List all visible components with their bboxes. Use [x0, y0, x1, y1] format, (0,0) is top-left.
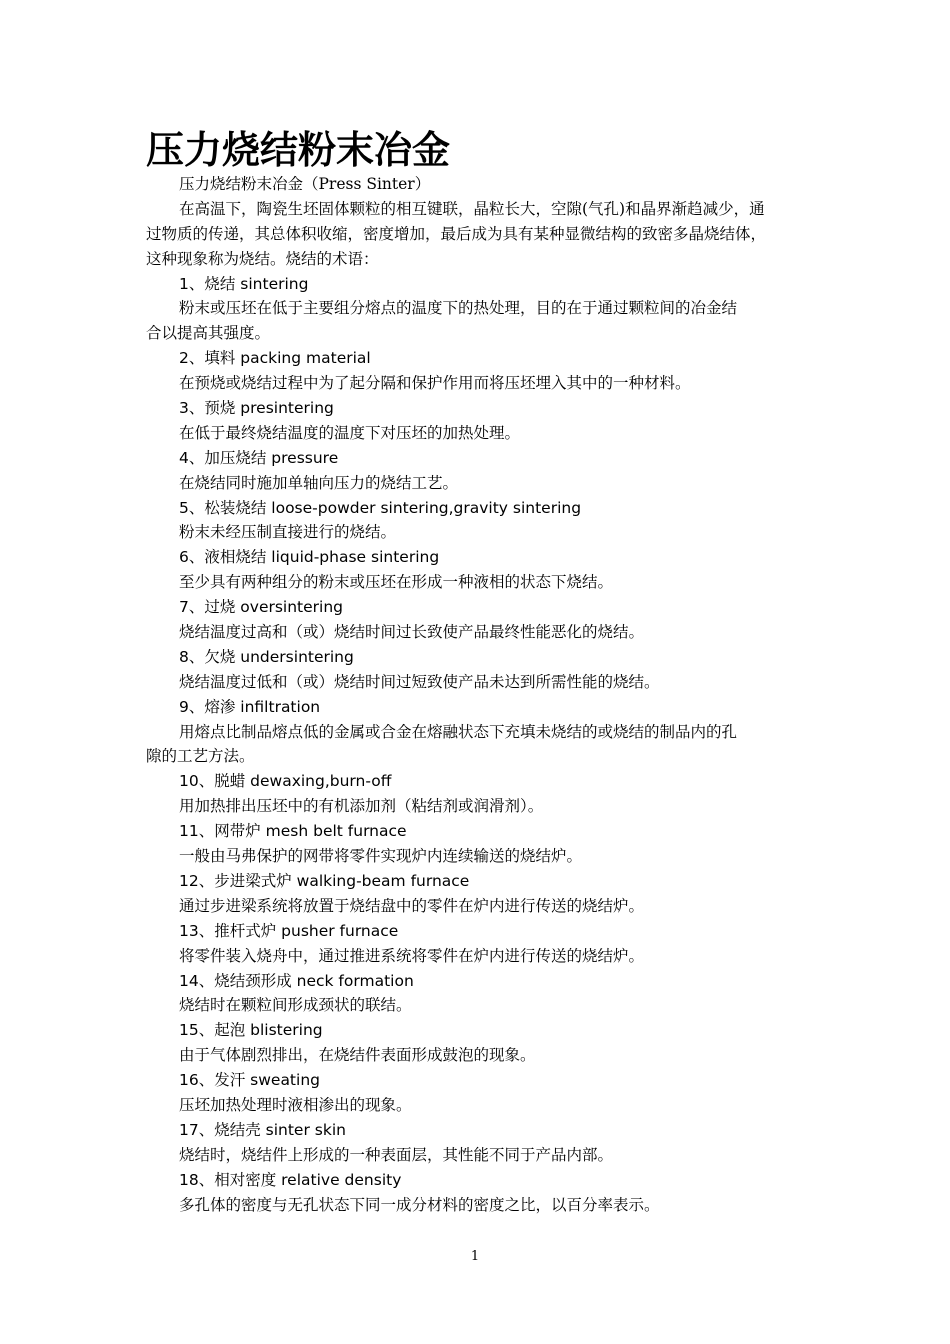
term-definition: 用熔点比制品熔点低的金属或合金在熔融状态下充填未烧结的或烧结的制品内的孔	[179, 722, 738, 741]
term-definition: 将零件装入烧舟中，通过推进系统将零件在炉内进行传送的烧结炉。	[179, 946, 645, 965]
term-heading: 3、预烧 presintering	[179, 399, 334, 418]
term-definition: 烧结温度过低和（或）烧结时间过短致使产品未达到所需性能的烧结。	[179, 672, 660, 691]
term-heading: 11、网带炉 mesh belt furnace	[179, 822, 407, 841]
term-heading: 9、熔渗 infiltration	[179, 697, 321, 716]
subtitle: 压力烧结粉末冶金（Press Sinter）	[179, 175, 431, 193]
term-heading: 6、液相烧结 liquid-phase sintering	[179, 548, 440, 567]
term-definition: 由于气体剧烈排出，在烧结件表面形成鼓泡的现象。	[179, 1046, 536, 1065]
term-definition: 一般由马弗保护的网带将零件实现炉内连续输送的烧结炉。	[179, 847, 583, 866]
term-heading: 5、松装烧结 loose-powder sintering,gravity sintering	[179, 498, 582, 517]
intro-paragraph-line: 在高温下，陶瓷生坯固体颗粒的相互键联，晶粒长大，空隙(气孔)和晶界渐趋减少，通	[179, 199, 765, 218]
intro-paragraph-line: 过物质的传递，其总体积收缩，密度增加，最后成为具有某种显微结构的致密多晶烧结体，	[146, 224, 767, 243]
term-heading: 7、过烧 oversintering	[179, 598, 344, 617]
term-definition: 在低于最终烧结温度的温度下对压坯的加热处理。	[179, 423, 521, 442]
term-definition: 烧结时在颗粒间形成颈状的联结。	[179, 996, 412, 1015]
term-definition: 至少具有两种组分的粉末或压坯在形成一种液相的状态下烧结。	[179, 573, 614, 592]
term-heading: 15、起泡 blistering	[179, 1021, 323, 1040]
term-heading: 14、烧结颈形成 neck formation	[179, 971, 414, 990]
term-heading: 18、相对密度 relative density	[179, 1170, 402, 1189]
term-definition: 烧结温度过高和（或）烧结时间过长致使产品最终性能恶化的烧结。	[179, 623, 645, 642]
term-heading: 16、发汗 sweating	[179, 1071, 320, 1090]
term-definition: 在烧结同时施加单轴向压力的烧结工艺。	[179, 473, 459, 492]
term-definition: 通过步进梁系统将放置于烧结盘中的零件在炉内进行传送的烧结炉。	[179, 896, 645, 915]
term-definition: 粉末或压坯在低于主要组分熔点的温度下的热处理，目的在于通过颗粒间的冶金结	[179, 299, 738, 318]
term-definition-continued: 隙的工艺方法。	[146, 747, 255, 766]
term-heading: 12、步进梁式炉 walking-beam furnace	[179, 871, 470, 890]
term-heading: 8、欠烧 undersintering	[179, 647, 354, 666]
term-list	[146, 272, 812, 1218]
term-definition: 用加热排出压坯中的有机添加剂（粘结剂或润滑剂）。	[179, 797, 544, 816]
page-number: 1	[470, 1249, 480, 1264]
term-definition: 在预烧或烧结过程中为了起分隔和保护作用而将压坯埋入其中的一种材料。	[179, 374, 691, 393]
term-heading: 13、推杆式炉 pusher furnace	[179, 921, 399, 940]
page-title: 压力烧结粉末冶金	[146, 128, 451, 172]
term-definition-continued: 合以提高其强度。	[146, 324, 271, 343]
term-definition: 粉末未经压制直接进行的烧结。	[179, 523, 397, 542]
term-definition: 多孔体的密度与无孔状态下同一成分材料的密度之比，以百分率表示。	[179, 1195, 660, 1214]
term-definition: 压坯加热处理时液相渗出的现象。	[179, 1095, 412, 1114]
term-heading: 10、脱蜡 dewaxing,burn-off	[179, 772, 392, 791]
intro-paragraph-line: 这种现象称为烧结。烧结的术语：	[146, 249, 379, 268]
document-body	[146, 172, 812, 1217]
term-heading: 4、加压烧结 pressure	[179, 448, 339, 467]
term-heading: 1、烧结 sintering	[179, 274, 309, 293]
term-definition: 烧结时，烧结件上形成的一种表面层，其性能不同于产品内部。	[179, 1145, 614, 1164]
term-heading: 2、填料 packing material	[179, 349, 371, 368]
term-heading: 17、烧结壳 sinter skin	[179, 1120, 346, 1139]
